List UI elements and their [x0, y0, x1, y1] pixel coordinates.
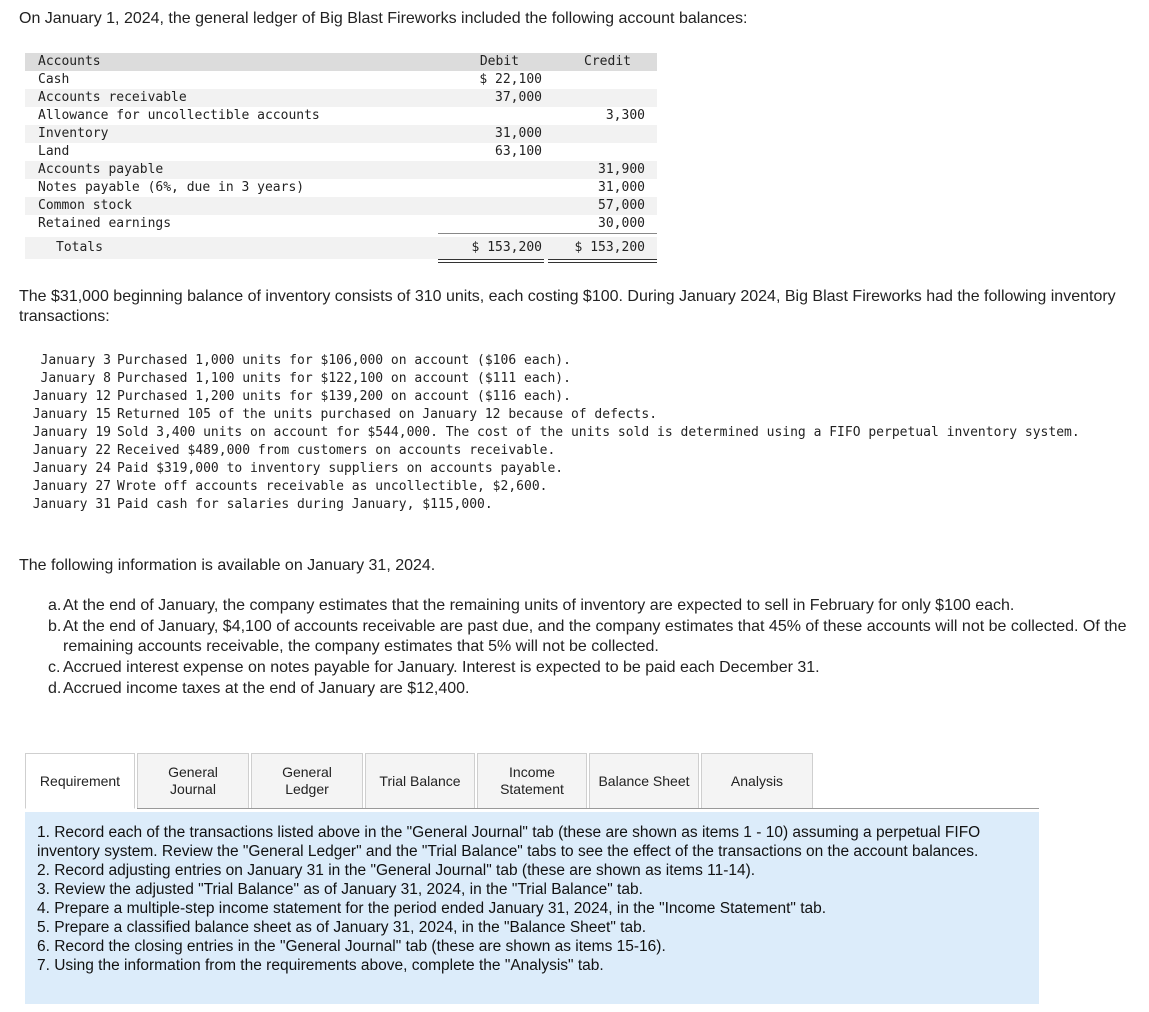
- account-name: Land: [38, 144, 70, 159]
- account-name: Notes payable (6%, due in 3 years): [38, 180, 305, 195]
- item-text: At the end of January, $4,100 of accounts receivable are past due, and the company estimates that 45% of these accounts will not be collected. Of the remaining accounts receivable, the company estimates that 5% will not be collected.: [63, 618, 1127, 655]
- requirement-item: 1. Record each of the transactions listed above in the "General Journal" tab (these are shown as items 1 - 10) assuming a perpetual FIFO inventory system. Review the "General Ledger" and the "Trial Balance" tabs to see the effect of the transactions on the account balances.: [37, 824, 981, 860]
- credit-value: 3,300: [605, 108, 645, 123]
- table-row: [25, 107, 657, 125]
- requirements-panel: [25, 812, 1039, 1004]
- debit-value: 37,000: [495, 90, 542, 105]
- transaction-desc: Purchased 1,100 units for $122,100 on account ($111 each).: [117, 371, 571, 386]
- transaction-desc: Purchased 1,000 units for $106,000 on account ($106 each).: [117, 353, 571, 368]
- debit-value: 63,100: [495, 144, 542, 159]
- credit-value: 30,000: [598, 216, 645, 231]
- list-item: [19, 478, 1139, 496]
- item-label: a.: [48, 597, 62, 614]
- transaction-date: January 31: [32, 497, 111, 512]
- tab-balance-sheet[interactable]: Balance Sheet: [589, 753, 699, 809]
- transaction-desc: Returned 105 of the units purchased on January 12 because of defects.: [117, 407, 658, 422]
- intro-text: On January 1, 2024, the general ledger of Big Blast Fireworks included the following account balances:: [19, 10, 748, 27]
- list-item: [19, 424, 1139, 442]
- credit-value: 31,900: [598, 162, 645, 177]
- transaction-date: January 24: [32, 461, 111, 476]
- account-name: Accounts receivable: [38, 90, 187, 105]
- credit-value: 57,000: [598, 198, 645, 213]
- table-row: [25, 71, 657, 89]
- list-item: [19, 370, 1139, 388]
- tab-general-ledger[interactable]: General Ledger: [251, 753, 363, 809]
- transaction-date: January 19: [32, 425, 111, 440]
- account-name: Common stock: [38, 198, 132, 213]
- list-item: [19, 352, 1139, 370]
- double-underline: [438, 259, 544, 260]
- table-row: [25, 179, 657, 197]
- account-name: Allowance for uncollectible accounts: [38, 108, 320, 123]
- requirement-item: 6. Record the closing entries in the "General Journal" tab (these are shown as items 15-16).: [37, 938, 666, 955]
- totals-row: [25, 237, 657, 259]
- table-row: [25, 215, 657, 233]
- account-balances-table: [25, 53, 657, 259]
- requirement-item: 5. Prepare a classified balance sheet as of January 31, 2024, in the "Balance Sheet" tab.: [37, 919, 647, 936]
- table-header: [25, 53, 657, 71]
- credit-value: 31,000: [598, 180, 645, 195]
- inventory-text: The $31,000 beginning balance of inventory consists of 310 units, each costing $100. During January 2024, Big Blast Fireworks had the following inventory transactions:: [19, 288, 1116, 325]
- list-item: [48, 679, 1148, 699]
- account-name: Inventory: [38, 126, 109, 141]
- debit-value: 31,000: [495, 126, 542, 141]
- item-label: c.: [48, 659, 61, 676]
- tab-general-journal[interactable]: General Journal: [137, 753, 249, 809]
- transaction-desc: Received $489,000 from customers on accounts receivable.: [117, 443, 556, 458]
- header-credit: Credit: [584, 54, 631, 69]
- totals-credit: $ 153,200: [574, 240, 645, 255]
- following-info-text: The following information is available on January 31, 2024.: [19, 557, 436, 574]
- account-name: Retained earnings: [38, 216, 172, 231]
- tab-requirement[interactable]: Requirement: [25, 753, 135, 809]
- transaction-date: January 27: [32, 479, 111, 494]
- header-accounts: Accounts: [38, 54, 101, 69]
- transaction-date: January 8: [40, 371, 111, 386]
- double-underline: [438, 262, 544, 263]
- header-debit: Debit: [479, 54, 519, 69]
- list-item: [48, 617, 1148, 657]
- item-label: b.: [48, 618, 62, 635]
- table-row: [25, 161, 657, 179]
- adjustment-info-list: [48, 596, 1148, 700]
- list-item: [19, 442, 1139, 460]
- requirement-item: 4. Prepare a multiple-step income statement for the period ended January 31, 2024, in the "Income Statement" tab.: [37, 900, 827, 917]
- requirement-item: 2. Record adjusting entries on January 31 in the "General Journal" tab (these are shown as items 11-14).: [37, 862, 756, 879]
- list-item: [19, 388, 1139, 406]
- requirement-item: 7. Using the information from the requirements above, complete the "Analysis" tab.: [37, 957, 604, 974]
- item-text: Accrued interest expense on notes payable for January. Interest is expected to be paid each December 31.: [63, 659, 820, 676]
- transaction-desc: Paid cash for salaries during January, $115,000.: [117, 497, 493, 512]
- list-item: [48, 596, 1148, 616]
- transaction-desc: Sold 3,400 units on account for $544,000. The cost of the units sold is determined using a FIFO perpetual inventory system.: [117, 425, 1080, 440]
- requirement-item: 3. Review the adjusted "Trial Balance" as of January 31, 2024, in the "Trial Balance" tab.: [37, 881, 643, 898]
- totals-divider: [438, 233, 657, 234]
- transaction-date: January 15: [32, 407, 111, 422]
- list-item: [48, 658, 1148, 678]
- transaction-date: January 3: [40, 353, 111, 368]
- totals-label: Totals: [56, 240, 103, 255]
- account-name: Accounts payable: [38, 162, 164, 177]
- table-row: [25, 143, 657, 161]
- item-text: Accrued income taxes at the end of January are $12,400.: [63, 680, 470, 697]
- totals-debit: $ 153,200: [471, 240, 542, 255]
- double-underline: [548, 259, 657, 260]
- account-name: Cash: [38, 72, 70, 87]
- transactions-list: [19, 352, 1139, 514]
- debit-value: $ 22,100: [479, 72, 542, 87]
- transaction-desc: Wrote off accounts receivable as uncollectible, $2,600.: [117, 479, 548, 494]
- item-label: d.: [48, 680, 62, 697]
- list-item: [19, 496, 1139, 514]
- list-item: [19, 406, 1139, 424]
- tab-analysis[interactable]: Analysis: [701, 753, 813, 809]
- transaction-desc: Purchased 1,200 units for $139,200 on account ($116 each).: [117, 389, 571, 404]
- list-item: [19, 460, 1139, 478]
- table-row: [25, 125, 657, 143]
- transaction-date: January 12: [32, 389, 111, 404]
- tab-divider: [137, 808, 1039, 809]
- tab-trial-balance[interactable]: Trial Balance: [365, 753, 475, 809]
- item-text: At the end of January, the company estimates that the remaining units of inventory are expected to sell in February for only $100 each.: [63, 597, 1015, 614]
- table-row: [25, 89, 657, 107]
- transaction-date: January 22: [32, 443, 111, 458]
- transaction-desc: Paid $319,000 to inventory suppliers on accounts payable.: [117, 461, 564, 476]
- table-row: [25, 197, 657, 215]
- tab-bar: [25, 753, 815, 809]
- tab-income-statement[interactable]: Income Statement: [477, 753, 587, 809]
- double-underline: [548, 262, 657, 263]
